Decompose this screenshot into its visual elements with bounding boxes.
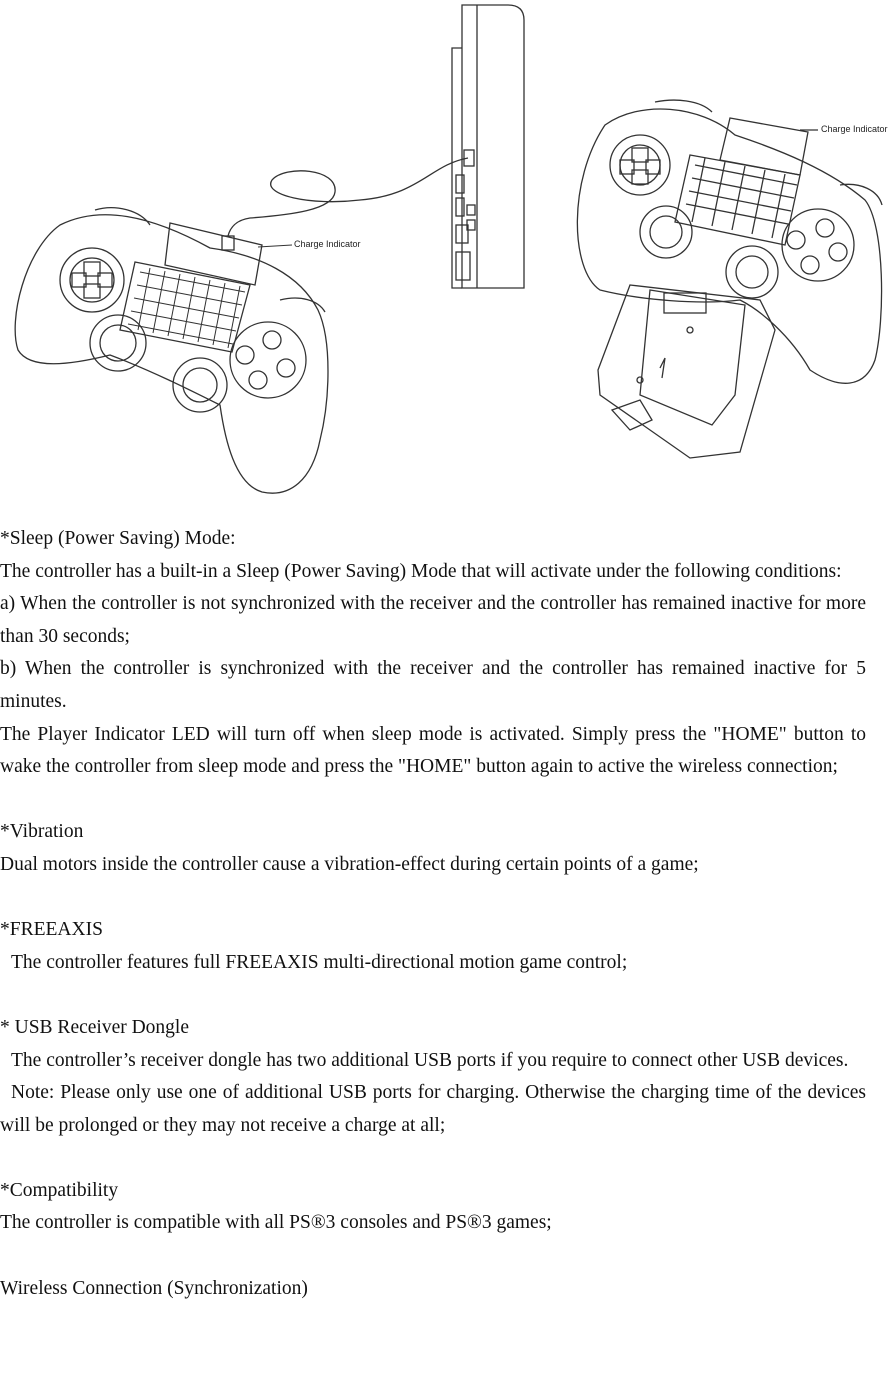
usb-note: Note: Please only use one of additional USB ports for charging. Otherwise the charging time of the devices will be prolonged or they may not receive a charge at all; [0,1082,866,1136]
usb-body: The controller’s receiver dongle has two additional USB ports if you require to connect other USB devices. [11,1049,849,1071]
console-drawing [452,5,524,288]
compatibility-heading: *Compatibility [0,1179,119,1201]
charge-indicator-label-left: Charge Indicator [294,239,361,249]
left-controller-drawing [15,208,328,493]
manual-text [0,523,866,1305]
sleep-condition-a: a) When the controller is not synchronized with the receiver and the controller has remained inactive for more than 30 seconds; [0,593,866,647]
sleep-note: The Player Indicator LED will turn off when sleep mode is activated. Simply press the "HOME" button to wake the controller from sleep mode and press the "HOME" button again to active the wireless connection; [0,723,866,778]
vibration-heading: *Vibration [0,821,84,843]
usb-cable [228,158,468,236]
charging-dock-drawing [598,285,775,458]
sleep-intro: The controller has a built-in a Sleep (Power Saving) Mode that will activate under the following conditions: [0,560,842,582]
wireless-heading: Wireless Connection (Synchronization) [0,1277,308,1299]
sleep-heading: *Sleep (Power Saving) Mode: [0,528,236,549]
freeaxis-heading: *FREEAXIS [0,919,103,941]
freeaxis-body: The controller features full FREEAXIS multi-directional motion game control; [11,951,628,973]
compatibility-body: The controller is compatible with all PS®3 consoles and PS®3 games; [0,1212,552,1234]
controller-illustration [0,0,889,500]
charge-indicator-label-right: Charge Indicator [821,124,888,134]
right-controller-drawing [577,100,882,383]
vibration-body: Dual motors inside the controller cause a vibration-effect during certain points of a game; [0,853,699,875]
sleep-condition-b: b) When the controller is synchronized with the receiver and the controller has remained inactive for 5 minutes. [0,658,866,712]
usb-heading: * USB Receiver Dongle [0,1016,190,1038]
